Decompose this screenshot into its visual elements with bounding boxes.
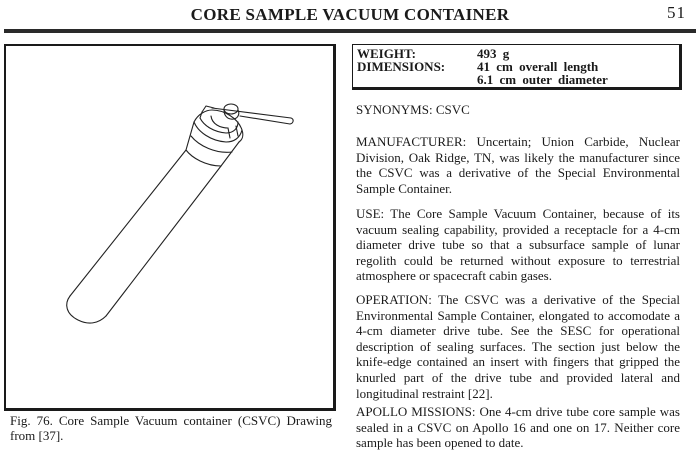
- page-number: 51: [667, 3, 686, 22]
- core-sample-vacuum-container-drawing-icon: [6, 46, 333, 408]
- spec-box: [352, 44, 682, 90]
- dimensions-label: DIMENSIONS:: [357, 59, 446, 74]
- page-title: CORE SAMPLE VACUUM CONTAINER: [190, 5, 510, 24]
- header-rule: [4, 29, 696, 33]
- dimensions-length-value: 41 cm overall length: [477, 59, 599, 74]
- page-header: [0, 0, 700, 30]
- dimensions-diameter-value: 6.1 cm outer diameter: [477, 72, 608, 87]
- operation-paragraph: OPERATION: The CSVC was a derivative of the Special Environmental Sample Container, elongated to accomodate a 4-cm diameter drive tube. See the SESC for operational description of sealing surfaces. The section just below the knife-edge contained an insert with fingers that gripped the knurled part of the drive tube and provided lateral and longitudinal restraint [22].: [356, 292, 680, 401]
- synonyms-paragraph: SYNONYMS: CSVC: [356, 102, 470, 117]
- weight-value: 493 g: [477, 46, 510, 61]
- apollo-missions-paragraph: APOLLO MISSIONS: One 4-cm drive tube core sample was sealed in a CSVC on Apollo 16 and one on 17. Neither core sample has been opened to date.: [356, 404, 680, 451]
- manufacturer-paragraph: MANUFACTURER: Uncertain; Union Carbide, Nuclear Division, Oak Ridge, TN, was likely the manufacturer since the CSVC was a derivative of the Special Environmental Sample Container.: [356, 134, 680, 196]
- figure-caption: Fig. 76. Core Sample Vacuum container (CSVC) Drawing from [37].: [10, 413, 332, 443]
- use-paragraph: USE: The Core Sample Vacuum Container, because of its vacuum sealing capability, provided a receptacle for a 4-cm diameter drive tube so that a subsurface sample of lunar regolith could be returned without exposure to terrestrial atmosphere or spacecraft cabin gases.: [356, 206, 680, 284]
- weight-label: WEIGHT:: [357, 46, 416, 61]
- figure-frame: [4, 44, 336, 411]
